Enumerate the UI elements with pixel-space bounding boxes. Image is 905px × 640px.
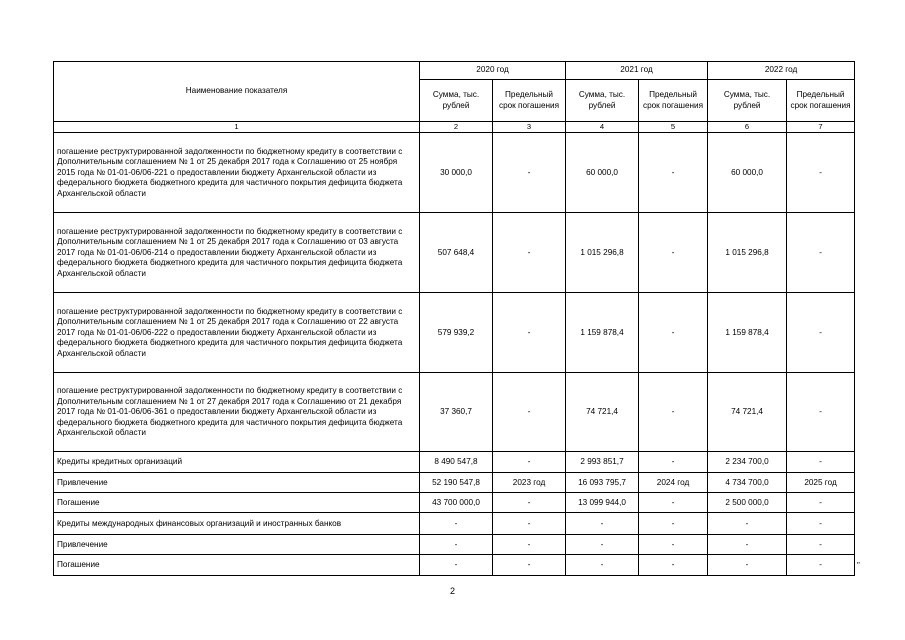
sum-2022: 2 500 000,0 <box>708 493 787 513</box>
term-2020: - <box>493 493 566 513</box>
row-name: Привлечение <box>54 535 420 555</box>
sum-2021: 2 993 851,7 <box>566 452 639 473</box>
sum-2021: 1 159 878,4 <box>566 293 639 373</box>
term-2021: - <box>639 493 708 513</box>
page-number: 2 <box>449 586 455 596</box>
term-2022: - <box>787 213 855 293</box>
term-2022: - <box>787 535 855 555</box>
table-row <box>54 213 855 293</box>
row-name: Кредиты международных финансовых организаций и иностранных банков <box>54 513 420 535</box>
term-2022: - <box>787 555 855 576</box>
table-row <box>54 535 855 555</box>
sum-2022: 1 159 878,4 <box>708 293 787 373</box>
row-name: Кредиты кредитных организаций <box>54 452 420 473</box>
term-2020: - <box>493 213 566 293</box>
term-2021: - <box>639 535 708 555</box>
row-name: Погашение <box>54 493 420 513</box>
header-term-2021: Предельный срок погашения <box>639 80 708 122</box>
col-number: 6 <box>708 122 787 133</box>
term-2022: - <box>787 452 855 473</box>
term-2022: - <box>787 513 855 535</box>
term-2021: - <box>639 293 708 373</box>
term-2021: - <box>639 513 708 535</box>
header-sum-2022: Сумма, тыс. рублей <box>708 80 787 122</box>
closing-quote-mark: " <box>857 561 860 570</box>
sum-2020: - <box>420 535 493 555</box>
term-2021: - <box>639 133 708 213</box>
row-name: погашение реструктурированной задолженности по бюджетному кредиту в соответствии с Дополнительным соглашением № 1 от 25 декабря 2017 года к Соглашению от 22 августа 2017 года № 01-01-06/06-222 о предоставлении бюджету Архангельской области из федерального бюджета бюджетного кредита для частичного покрытия дефицита бюджета Архангельской области <box>54 293 420 373</box>
col-number: 4 <box>566 122 639 133</box>
sum-2020: 579 939,2 <box>420 293 493 373</box>
row-name: погашение реструктурированной задолженности по бюджетному кредиту в соответствии с Дополнительным соглашением № 1 от 25 декабря 2017 года к Соглашению от 03 августа 2017 года № 01-01-06/06-214 о предоставлении бюджету Архангельской области из федерального бюджета бюджетного кредита для частичного покрытия дефицита бюджета Архангельской области <box>54 213 420 293</box>
header-year-2022: 2022 год <box>708 62 855 80</box>
sum-2020: - <box>420 555 493 576</box>
sum-2021: - <box>566 555 639 576</box>
sum-2021: 74 721,4 <box>566 373 639 452</box>
sum-2021: - <box>566 535 639 555</box>
sum-2021: 1 015 296,8 <box>566 213 639 293</box>
term-2020: - <box>493 535 566 555</box>
term-2021: - <box>639 213 708 293</box>
row-name: Привлечение <box>54 473 420 493</box>
row-name: погашение реструктурированной задолженности по бюджетному кредиту в соответствии с Дополнительным соглашением № 1 от 25 декабря 2017 года к Соглашению от 25 ноября 2015 года № 01-01-06/06-221 о предоставлении бюджету Архангельской области из федерального бюджета бюджетного кредита для частичного покрытия дефицита бюджета Архангельской области <box>54 133 420 213</box>
sum-2021: - <box>566 513 639 535</box>
sum-2020: 507 648,4 <box>420 213 493 293</box>
sum-2022: - <box>708 555 787 576</box>
table-row <box>54 473 855 493</box>
table-row <box>54 452 855 473</box>
header-name-col: Наименование показателя <box>54 62 420 122</box>
sum-2021: 16 093 795,7 <box>566 473 639 493</box>
table-row <box>54 373 855 452</box>
term-2020: - <box>493 513 566 535</box>
row-name: погашение реструктурированной задолженности по бюджетному кредиту в соответствии с Дополнительным соглашением № 1 от 27 декабря 2017 года к Соглашению от 21 декабря 2017 года № 01-01-06/06-361 о предоставлении бюджету Архангельской области из федерального бюджета бюджетного кредита для частичного покрытия дефицита бюджета Архангельской области <box>54 373 420 452</box>
table-row <box>54 555 855 576</box>
header-sum-2020: Сумма, тыс. рублей <box>420 80 493 122</box>
header-term-2022: Предельный срок погашения <box>787 80 855 122</box>
sum-2020: 37 360,7 <box>420 373 493 452</box>
term-2021: 2024 год <box>639 473 708 493</box>
header-term-2020: Предельный срок погашения <box>493 80 566 122</box>
header-year-2020: 2020 год <box>420 62 566 80</box>
sum-2021: 13 099 944,0 <box>566 493 639 513</box>
col-number: 1 <box>54 122 420 133</box>
col-number: 7 <box>787 122 855 133</box>
sum-2020: 43 700 000,0 <box>420 493 493 513</box>
sum-2022: 60 000,0 <box>708 133 787 213</box>
term-2022: - <box>787 373 855 452</box>
col-number: 2 <box>420 122 493 133</box>
row-name: Погашение <box>54 555 420 576</box>
term-2021: - <box>639 452 708 473</box>
col-number: 3 <box>493 122 566 133</box>
term-2020: - <box>493 452 566 473</box>
sum-2020: 8 490 547,8 <box>420 452 493 473</box>
header-sum-2021: Сумма, тыс. рублей <box>566 80 639 122</box>
sum-2022: 4 734 700,0 <box>708 473 787 493</box>
term-2020: - <box>493 293 566 373</box>
table-row <box>54 513 855 535</box>
budget-credits-table <box>53 61 855 576</box>
sum-2022: - <box>708 535 787 555</box>
sum-2022: 2 234 700,0 <box>708 452 787 473</box>
table-row <box>54 133 855 213</box>
term-2022: - <box>787 293 855 373</box>
sum-2020: 30 000,0 <box>420 133 493 213</box>
sum-2020: - <box>420 513 493 535</box>
term-2022: - <box>787 493 855 513</box>
sum-2022: 74 721,4 <box>708 373 787 452</box>
term-2020: - <box>493 373 566 452</box>
term-2022: 2025 год <box>787 473 855 493</box>
table-row <box>54 493 855 513</box>
term-2022: - <box>787 133 855 213</box>
sum-2021: 60 000,0 <box>566 133 639 213</box>
sum-2022: - <box>708 513 787 535</box>
sum-2022: 1 015 296,8 <box>708 213 787 293</box>
term-2021: - <box>639 373 708 452</box>
header-year-2021: 2021 год <box>566 62 708 80</box>
col-number: 5 <box>639 122 708 133</box>
table-row <box>54 293 855 373</box>
sum-2020: 52 190 547,8 <box>420 473 493 493</box>
term-2020: - <box>493 555 566 576</box>
term-2020: 2023 год <box>493 473 566 493</box>
column-number-row <box>54 122 855 133</box>
term-2020: - <box>493 133 566 213</box>
header-row-years <box>54 62 855 80</box>
term-2021: - <box>639 555 708 576</box>
